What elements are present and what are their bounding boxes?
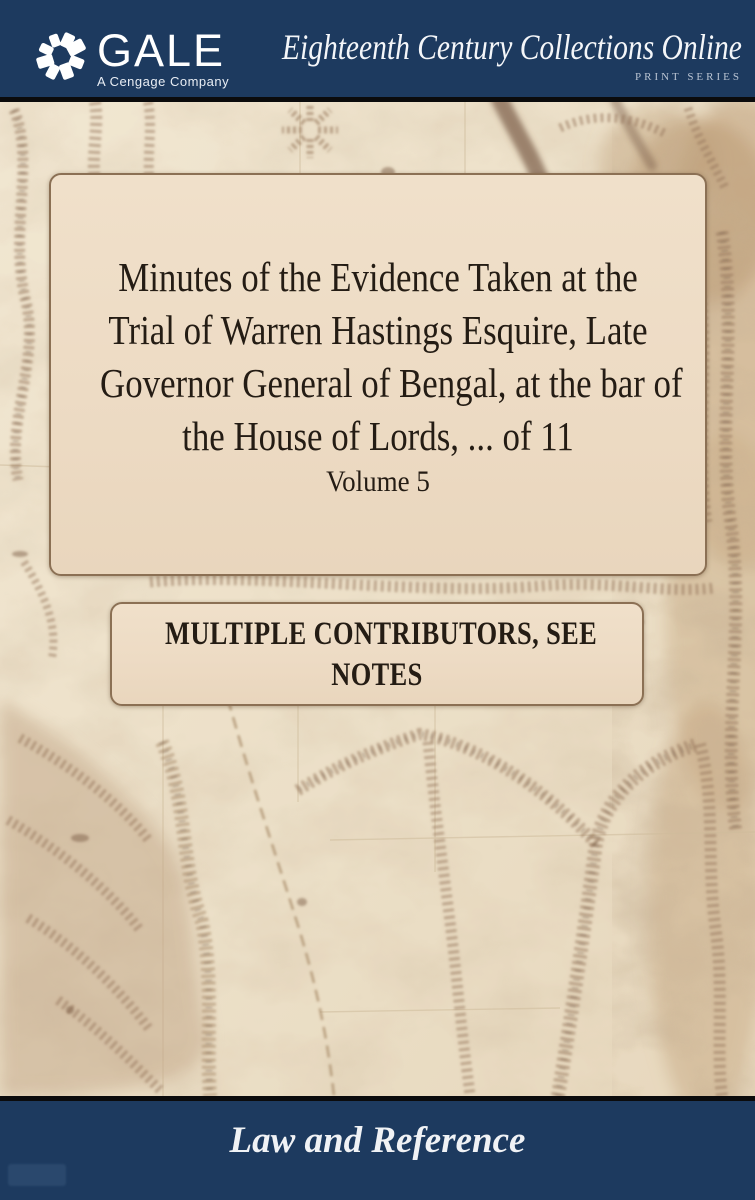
book-title-line: Governor General of Bengal, at the bar of — [100, 360, 683, 406]
book-title-line: Minutes of the Evidence Taken at the — [118, 254, 638, 300]
brand-name: GALE — [97, 25, 226, 76]
category-label: Law and Reference — [229, 1120, 526, 1161]
gale-starburst-icon — [33, 28, 89, 84]
footer-band — [0, 1101, 755, 1200]
author-line: NOTES — [331, 657, 423, 693]
series-title: Eighteenth Century Collections Online — [282, 27, 742, 67]
author-line: MULTIPLE CONTRIBUTORS, SEE — [165, 616, 598, 652]
book-title-line: the House of Lords, ... of 11 — [182, 413, 574, 459]
book-title — [51, 175, 705, 501]
author-name — [112, 604, 642, 696]
series-subtitle: PRINT SERIES — [634, 71, 742, 83]
author-box — [110, 602, 644, 706]
title-box — [49, 173, 707, 576]
watermark — [8, 1164, 66, 1186]
header-band — [0, 0, 755, 97]
volume-label: Volume 5 — [326, 465, 430, 498]
book-title-line: Trial of Warren Hastings Esquire, Late — [108, 307, 648, 353]
brand-tagline: A Cengage Company — [97, 74, 230, 89]
